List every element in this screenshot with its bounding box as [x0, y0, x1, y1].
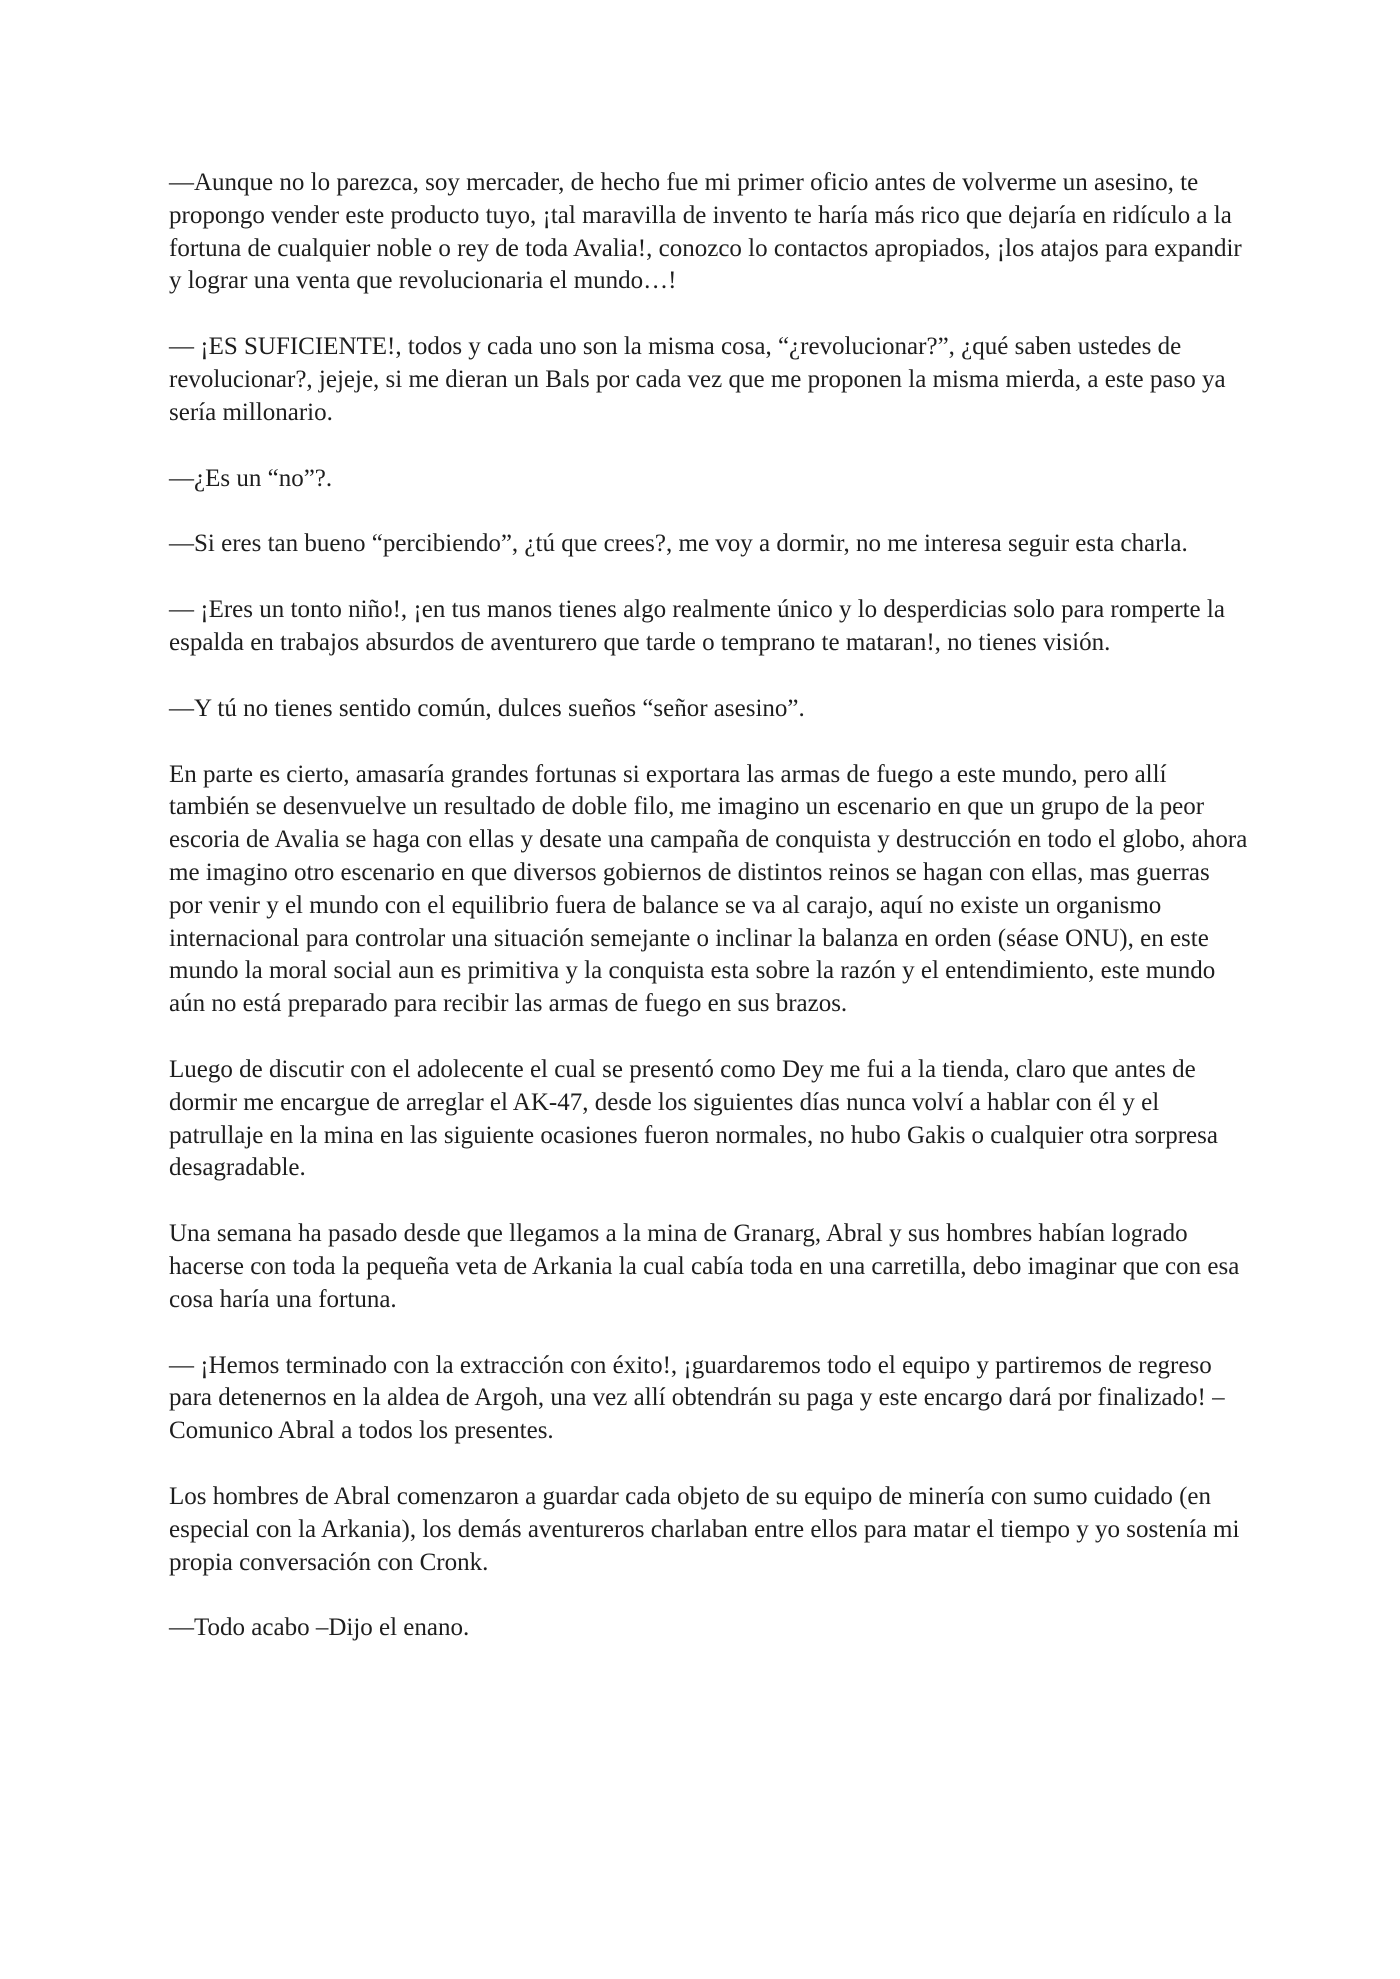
paragraph-9: Una semana ha pasado desde que llegamos a la mina de Granarg, Abral y sus hombres habían logrado hacerse con toda la pequeña veta de Arkania la cual cabía toda en una carretilla, debo imaginar que con esa cosa haría una fortuna.	[169, 1220, 1240, 1313]
paragraph-4: —Si eres tan bueno “percibiendo”, ¿tú que crees?, me voy a dormir, no me interesa seguir esta charla.	[169, 530, 1188, 558]
paragraph-11: Los hombres de Abral comenzaron a guardar cada objeto de su equipo de minería con sumo cuidado (en especial con la Arkania), los demás aventureros charlaban entre ellos para matar el tiempo y yo sostenía mi propia conversación con Cronk.	[169, 1482, 1240, 1576]
paragraph-1: —Aunque no lo parezca, soy mercader, de hecho fue mi primer oficio antes de volverme un asesino, te propongo vender este producto tuyo, ¡tal maravilla de invento te haría más rico que dejaría en ridículo a la fortuna de cualquier noble o rey de toda Avalia!, conozco lo contactos apropiados, ¡los atajos para expandir y lograr una venta que revolucionaria el mundo…!	[169, 169, 1242, 295]
paragraph-5: — ¡Eres un tonto niño!, ¡en tus manos tienes algo realmente único y lo desperdicias solo para romperte la espalda en trabajos absurdos de aventurero que tarde o temprano te mataran!, no tienes visión.	[169, 596, 1225, 656]
paragraph-12: —Todo acabo –Dijo el enano.	[169, 1614, 470, 1642]
paragraph-7: En parte es cierto, amasaría grandes fortunas si exportara las armas de fuego a este mundo, pero allí también se desenvuelve un resultado de doble filo, me imagino un escenario en que un grupo de la peor escoria de Avalia se haga con ellas y desate una campaña de conquista y destrucción en todo el globo, ahora me imagino otro escenario en que diversos gobiernos de distintos reinos se hagan con ellas, mas guerras por venir y el mundo con el equilibrio fuera de balance se va al carajo, aquí no existe un organismo internacional para controlar una situación semejante o inclinar la balanza en orden (séase ONU), en este mundo la moral social aun es primitiva y la conquista esta sobre la razón y el entendimiento, este mundo aún no está preparado para recibir las armas de fuego en sus brazos.	[169, 760, 1248, 1018]
paragraph-2: — ¡ES SUFICIENTE!, todos y cada uno son la misma cosa, “¿revolucionar?”, ¿qué saben ustedes de revolucionar?, jejeje, si me dieran un Bals por cada vez que me proponen la misma mierda, a este paso ya sería millonario.	[169, 333, 1226, 426]
paragraph-10: — ¡Hemos terminado con la extracción con éxito!, ¡guardaremos todo el equipo y partiremos de regreso para detenernos en la aldea de Argoh, una vez allí obtendrán su paga y este encargo dará por finalizado! –Comunico Abral a todos los presentes.	[169, 1351, 1225, 1445]
paragraph-3: —¿Es un “no”?.	[169, 464, 333, 492]
page-body-text	[169, 167, 1249, 1645]
paragraph-6: —Y tú no tienes sentido común, dulces sueños “señor asesino”.	[169, 694, 805, 722]
paragraph-8: Luego de discutir con el adolecente el cual se presentó como Dey me fui a la tienda, claro que antes de dormir me encargue de arreglar el AK-47, desde los siguientes días nunca volví a hablar con él y el patrullaje en la mina en las siguiente ocasiones fueron normales, no hubo Gakis o cualquier otra sorpresa desagradable.	[169, 1055, 1218, 1182]
